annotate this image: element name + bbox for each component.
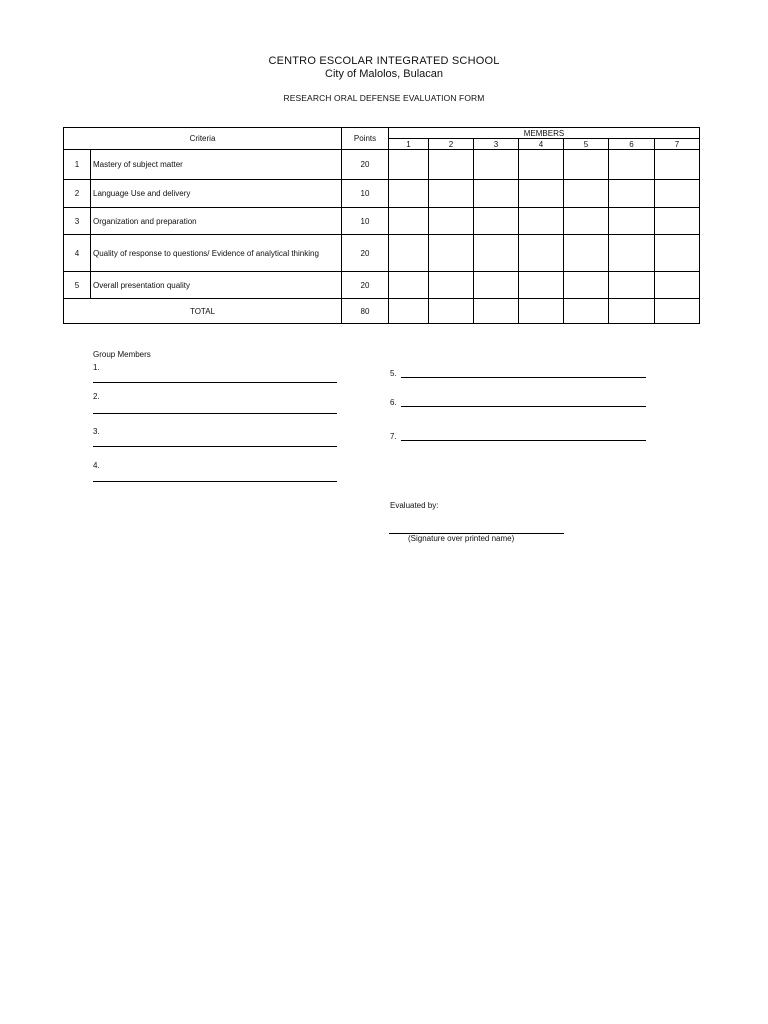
score-cell[interactable] bbox=[474, 180, 519, 208]
group-members-title: Group Members bbox=[93, 350, 151, 359]
member-number: 4 bbox=[519, 139, 564, 150]
score-cell[interactable] bbox=[519, 235, 564, 272]
score-cell[interactable] bbox=[429, 299, 474, 324]
points-cell: 20 bbox=[342, 150, 389, 180]
score-cell[interactable] bbox=[429, 235, 474, 272]
row-number: 1 bbox=[64, 150, 91, 180]
score-cell[interactable] bbox=[519, 180, 564, 208]
criteria-cell: Quality of response to questions/ Evidence of analytical thinking bbox=[91, 235, 342, 272]
member-line-7[interactable] bbox=[401, 440, 646, 441]
score-cell[interactable] bbox=[389, 180, 429, 208]
member-line-2[interactable] bbox=[93, 413, 337, 414]
member-number: 1 bbox=[389, 139, 429, 150]
points-cell: 10 bbox=[342, 208, 389, 235]
points-cell: 20 bbox=[342, 272, 389, 299]
score-cell[interactable] bbox=[564, 299, 609, 324]
score-cell[interactable] bbox=[389, 235, 429, 272]
table-row bbox=[64, 272, 700, 299]
score-cell[interactable] bbox=[519, 150, 564, 180]
score-cell[interactable] bbox=[474, 272, 519, 299]
score-cell[interactable] bbox=[609, 299, 655, 324]
score-cell[interactable] bbox=[609, 150, 655, 180]
score-cell[interactable] bbox=[429, 272, 474, 299]
score-cell[interactable] bbox=[609, 208, 655, 235]
member-label-4: 4. bbox=[93, 461, 100, 470]
criteria-cell: Language Use and delivery bbox=[91, 180, 342, 208]
points-cell: 10 bbox=[342, 180, 389, 208]
score-cell[interactable] bbox=[389, 272, 429, 299]
total-label: TOTAL bbox=[64, 299, 342, 324]
row-number: 3 bbox=[64, 208, 91, 235]
member-number: 6 bbox=[609, 139, 655, 150]
row-number: 5 bbox=[64, 272, 91, 299]
evaluation-table bbox=[63, 127, 700, 324]
member-label-2: 2. bbox=[93, 392, 100, 401]
school-city: City of Malolos, Bulacan bbox=[325, 68, 443, 80]
score-cell[interactable] bbox=[519, 272, 564, 299]
member-line-1[interactable] bbox=[93, 382, 337, 383]
member-number: 2 bbox=[429, 139, 474, 150]
criteria-cell: Overall presentation quality bbox=[91, 272, 342, 299]
signature-caption: (Signature over printed name) bbox=[408, 534, 515, 543]
criteria-cell: Mastery of subject matter bbox=[91, 150, 342, 180]
score-cell[interactable] bbox=[564, 235, 609, 272]
member-line-5[interactable] bbox=[401, 377, 646, 378]
member-line-3[interactable] bbox=[93, 446, 337, 447]
evaluated-by-label: Evaluated by: bbox=[390, 501, 439, 510]
score-cell[interactable] bbox=[429, 150, 474, 180]
score-cell[interactable] bbox=[609, 180, 655, 208]
member-label-6: 6. bbox=[390, 398, 397, 407]
total-row bbox=[64, 299, 700, 324]
score-cell[interactable] bbox=[655, 299, 700, 324]
total-points: 80 bbox=[342, 299, 389, 324]
row-number: 4 bbox=[64, 235, 91, 272]
score-cell[interactable] bbox=[564, 208, 609, 235]
points-header: Points bbox=[342, 128, 389, 150]
table-row bbox=[64, 235, 700, 272]
score-cell[interactable] bbox=[655, 150, 700, 180]
row-number: 2 bbox=[64, 180, 91, 208]
score-cell[interactable] bbox=[564, 180, 609, 208]
score-cell[interactable] bbox=[474, 150, 519, 180]
score-cell[interactable] bbox=[429, 208, 474, 235]
score-cell[interactable] bbox=[519, 299, 564, 324]
member-label-7: 7. bbox=[390, 432, 397, 441]
member-label-1: 1. bbox=[93, 363, 100, 372]
form-title: RESEARCH ORAL DEFENSE EVALUATION FORM bbox=[283, 93, 485, 103]
score-cell[interactable] bbox=[564, 272, 609, 299]
table-row bbox=[64, 208, 700, 235]
member-number: 5 bbox=[564, 139, 609, 150]
score-cell[interactable] bbox=[474, 208, 519, 235]
score-cell[interactable] bbox=[655, 272, 700, 299]
members-header: MEMBERS bbox=[389, 128, 700, 139]
member-number: 7 bbox=[655, 139, 700, 150]
score-cell[interactable] bbox=[429, 180, 474, 208]
table-row bbox=[64, 180, 700, 208]
score-cell[interactable] bbox=[389, 299, 429, 324]
score-cell[interactable] bbox=[519, 208, 564, 235]
member-number: 3 bbox=[474, 139, 519, 150]
table-row bbox=[64, 150, 700, 180]
member-line-4[interactable] bbox=[93, 481, 337, 482]
score-cell[interactable] bbox=[609, 272, 655, 299]
criteria-header: Criteria bbox=[64, 128, 342, 150]
score-cell[interactable] bbox=[389, 150, 429, 180]
member-line-6[interactable] bbox=[401, 406, 646, 407]
score-cell[interactable] bbox=[655, 208, 700, 235]
score-cell[interactable] bbox=[474, 235, 519, 272]
score-cell[interactable] bbox=[389, 208, 429, 235]
member-label-5: 5. bbox=[390, 369, 397, 378]
score-cell[interactable] bbox=[655, 235, 700, 272]
criteria-cell: Organization and preparation bbox=[91, 208, 342, 235]
score-cell[interactable] bbox=[655, 180, 700, 208]
school-name: CENTRO ESCOLAR INTEGRATED SCHOOL bbox=[268, 55, 500, 67]
points-cell: 20 bbox=[342, 235, 389, 272]
score-cell[interactable] bbox=[564, 150, 609, 180]
member-label-3: 3. bbox=[93, 427, 100, 436]
score-cell[interactable] bbox=[609, 235, 655, 272]
score-cell[interactable] bbox=[474, 299, 519, 324]
